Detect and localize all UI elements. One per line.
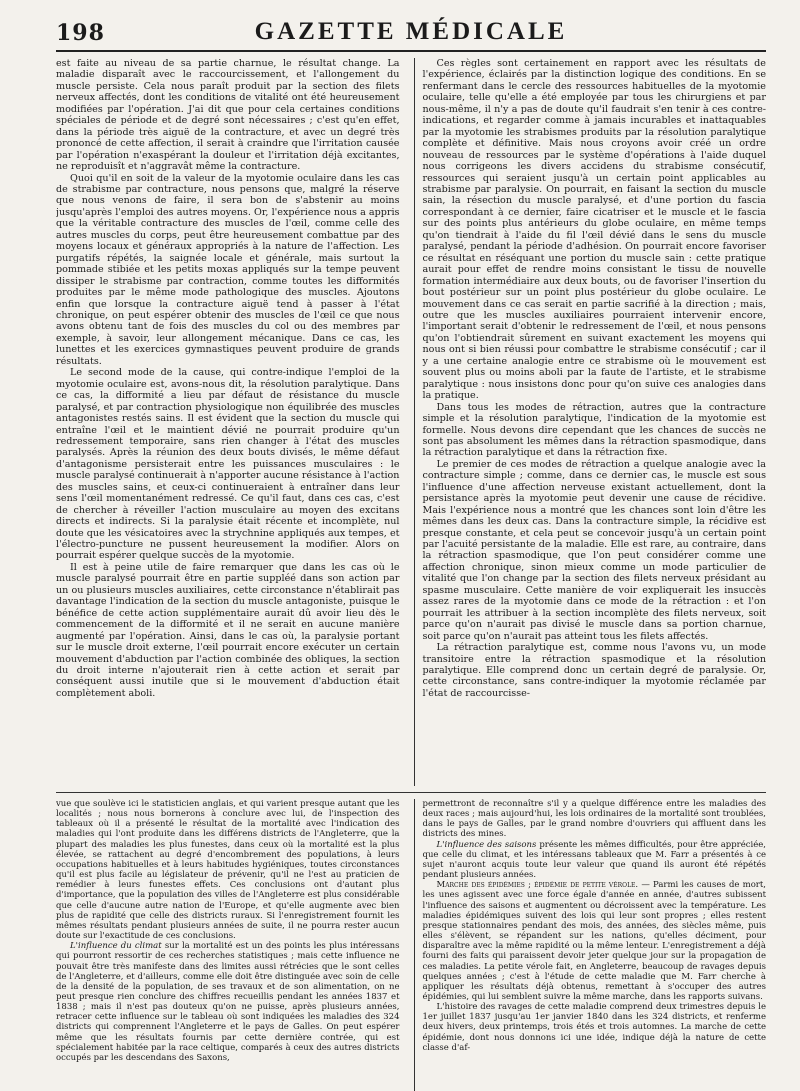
paragraph-text: sur la mortalité est un des points les plus intéressans qui pourront ressortir de ces recherches statistiques ; mais cette influence ne pouvait être très manifeste dans des limites aussi rétrécies que le sont celles de l'Angleterre, et d'ailleurs, comme elle doit être distinguée avec soin de celle de la densité de la population, de ses travaux et de son alimentation, on ne peut presque rien conclure des chiffres recueillis pendant les années 1837 et 1838 ; mais il n'est pas douteux qu'on ne puisse, après plusieurs années, retracer cette influence sur le tableau où sont indiquées les maladies des 324 districts qui comprennent l'Angleterre et le pays de Galles. On peut espérer même que les résultats fournis par cette dernière contrée, qui est spécialement habitée par la race celtique, comparés à ceux des autres districts occupés par les descendans des Saxons, [56,941,400,1063]
paragraph [423,840,767,881]
paragraph: Le second mode de la cause, qui contre-indique l'emploi de la myotomie oculaire est, avons-nous dit, la résolution paralytique. Dans ce cas, la difformité a lieu par défaut de résistance du muscle paralysé, et par contraction physiologique non équilibrée des muscles antagonistes restés sains. Il est évident que la section du muscle qui entraîne l'œil et le maintient dévié ne pourrait produire qu'un redressement temporaire, sans rien changer à l'état des muscles paralysés. Après la réunion des deux bouts divisés, le même défaut d'antagonisme persisterait entre les puissances musculaires : le muscle paralysé continuerait à n'apporter aucune résistance à l'action des muscles sains, et ceux-ci continueraient à entraîner dans leur sens l'œil momentanément redressé. Ce qu'il faut, dans ces cas, c'est de chercher à réveiller l'action musculaire au moyen des excitans directs et indirects. Si la paralysie était récente et incomplète, nul doute que les vésicatoires avec la strychnine appliqués aux tempes, et l'électro-puncture ne pussent heureusement la modifier. Alors on pourrait espérer quelque succès de la myotomie. [56,367,400,562]
paragraph: est faite au niveau de sa partie charnue, le résultat change. La maladie disparaît avec le raccourcissement, et l'allongement du muscle persiste. Cela nous paraît produit par la section des filets nerveux affectés, dont les conditions de vitalité ont été heureusement modifiées par l'opération. J'ai dit que pour cela certaines conditions spéciales de période et de degré sont nécessaires ; c'est qu'en effet, dans la période très aiguë de la contracture, et avec un degré très prononcé de cette affection, il serait à craindre que l'irritation causée par l'opération n'exaspérant la douleur et l'irritation déjà excitantes, ne reproduisît et n'aggravât même la contracture. [56,58,400,173]
page-header [56,14,766,52]
paragraph: La rétraction paralytique est, comme nous l'avons vu, un mode transitoire entre la rétraction spasmodique et la résolution paralytique. Elle comprend donc un certain degré de paralysie. Or, cette circonstance, sans contre-indiquer la myotomie réclamée par l'état de raccourcisse- [422,642,766,699]
feuilleton-section [56,792,766,1091]
page-number: 198 [56,20,105,46]
paragraph-text: présente les mêmes difficultés, pour être appréciée, que celle du climat, et les intéressans tableaux que M. Farr a présentés à ce sujet n'auront acquis toute leur valeur que quand ils auront été répétés pendant plusieurs années. [422,839,766,881]
feuilleton-right-column [414,799,767,1091]
paragraph: Dans tous les modes de rétraction, autres que la contracture simple et la résolution paralytique, l'indication de la myotomie est formelle. Nous devons dire cependant que les chances de succès ne sont pas absolument les mêmes dans la rétraction spasmodique, dans la rétraction paralytique et dans la rétraction fixe. [422,401,766,459]
paragraph: Ces règles sont certainement en rapport avec les résultats de l'expérience, éclairés par la distinction logique des conditions. En se renfermant dans le cercle des ressources habituelles de la myotomie oculaire, telle qu'elle a été employée par tous les chirurgiens et par nous-même, il n'y a pas de doute qu'il faudrait s'en tenir à ces contre-indications, et regarder comme à jamais incurables et inattaquables par la myotomie les strabismes produits par la résolution paralytique complète et définitive. Mais nous croyons avoir créé un ordre nouveau de ressources par le système d'opérations à l'aide duquel nous corrigeons les divers accidens du strabisme consécutif, ressources qui seraient jusqu'à un certain point applicables au strabisme par paralysie. On pourrait, en faisant la section du muscle sain, la résection du muscle paralysé, et d'une portion du fascia correspondant à ce dernier, faire cicatriser et le muscle et le fascia sur des points plus antérieurs du globe oculaire, en même temps qu'on tiendrait à l'aide du fil l'œil dévié dans le sens du muscle paralysé, pendant la période d'adhésion. On pourrait encore favoriser ce résultat en réséquant une portion du muscle sain : cette pratique aurait pour effet de rendre moins consistant le tissu de nouvelle formation intermédiaire aux deux bouts, ou de favoriser l'insertion du bout postérieur sur un point plus postérieur du globe oculaire. Le mouvement dans ce cas serait en partie sacrifié à la direction ; mais, outre que les muscles auxiliaires pourraient intervenir encore, l'important serait d'obtenir le redressement de l'œil, et nous pensons qu'on l'obtiendrait sûrement en suivant exactement les moyens qui nous ont si bien réussi pour combattre le strabisme consécutif ; car il y a une certaine analogie entre ce strabisme où le mouvement est souvent plus ou moins aboli par la faute de l'artiste, et le strabisme paralytique : nous insistons donc pour qu'on suive ces analogies dans la pratique. [422,58,766,402]
runin-heading: L'influence du climat [70,941,162,952]
paragraph [56,941,400,1063]
paragraph: vue que soulève ici le statisticien anglais, et qui varient presque autant que les localités ; nous nous bornerons à conclure avec lui, de l'inspection des tableaux où il a présenté le résultat de la mortalité avec l'indication des maladies qui l'ont produite dans les différens districts de l'Angleterre, que la plupart des maladies les plus funestes, dans ceux où la mortalité est la plus élevée, se rattachent au degré d'encombrement des populations, à leurs occupations habituelles et à leurs habitudes hygiéniques, toutes circonstances qu'il est plus facile au législateur de prévenir, qu'il ne l'est au praticien de remédier à leurs funestes effets. Ces conclusions ont d'autant plus d'importance, que la population des villes de l'Angleterre est plus considérable que celle d'aucune autre nation de l'Europe, et qu'elle augmente avec bien plus de rapidité que celle des districts ruraux. Si l'enregistrement fournit les mêmes résultats pendant plusieurs années de suite, il ne pourra rester aucun doute sur l'exactitude de ces conclusions. [56,799,400,942]
main-article [56,58,766,786]
paragraph: Le premier de ces modes de rétraction a quelque analogie avec la contracture simple ; comme, dans ce dernier cas, le muscle est sous l'influence d'une affection nerveuse existant actuellement, dont la persistance après la myotomie peut devenir une cause de récidive. Mais l'expérience nous a montré que les chances sont loin d'être les mêmes dans les deux cas. Dans la contracture simple, la récidive est presque constante, et cela peut se concevoir jusqu'à un certain point par l'acuité persistante de la maladie. Elle est rare, au contraire, dans la rétraction spasmodique, que l'on peut considérer comme une affection chronique, sinon mieux comme un mode particulier de vitalité que l'on change par la section des filets nerveux présidant au spasme musculaire. Cette manière de voir expliquerait les insuccès assez rares de la myotomie dans ce mode de la rétraction : et l'on pourrait les attribuer à la section incomplète des filets nerveux, soit parce qu'on n'aurait pas divisé le muscle dans sa portion charnue, soit parce qu'on n'aurait pas atteint tous les filets affectés. [422,458,766,642]
paragraph: L'histoire des ravages de cette maladie comprend deux trimestres depuis le 1er juillet 1837 jusqu'au 1er janvier 1840 dans les 324 districts, et renferme deux hivers, deux printemps, trois étés et trois automnes. La marche de cette épidémie, dont nous donnons ici une idée, indique déjà la nature de cette classe d'af- [422,1002,766,1053]
journal-title: GAZETTE MÉDICALE [254,18,568,45]
feuilleton-left-column [56,799,400,1091]
paragraph [423,880,767,1002]
main-article-right-column [414,58,767,786]
paragraph: Il est à peine utile de faire remarquer que dans les cas où le muscle paralysé pourrait être en partie suppléé dans son action par un ou plusieurs muscles auxiliaires, cette circonstance n'établirait pas davantage l'indication de la section du muscle antagoniste, puisque le bénéfice de cette action supplémentaire aurait dû avoir lieu dès le commencement de la difformité et il ne serait en aucune manière augmenté par l'opération. Ainsi, dans le cas où, la paralysie portant sur le muscle droit externe, l'œil pourrait encore exécuter un certain mouvement d'abduction par l'action combinée des obliques, la section du droit interne n'ajouterait rien à cette action et serait par conséquent aussi inutile que si le mouvement d'abduction était complètement aboli. [56,561,400,699]
paragraph-text: — Parmi les causes de mort, les unes agissent avec une force égale d'année en année, d'autres subissent l'influence des saisons et augmentent ou décroissent avec la température. Les maladies épidémiques suivent des lois qui leur sont propres ; elles restent presque stationnaires pendant des mois, des années, des siècles même, puis elles s'élèvent, se répandent sur les nations, qu'elles déciment, pour disparaître avec la même rapidité ou la même lenteur. L'enregistrement a déjà fourni des faits qui paraissent devoir jeter quelque jour sur la propagation de ces maladies. La petite vérole fait, en Angleterre, beaucoup de ravages depuis quelques années ; c'est à l'étude de cette maladie que M. Farr cherche à appliquer les résultats déjà obtenus, remettant à s'occuper des autres épidémies, qui lui semblent suivre la même marche, dans les rapports suivans. [422,880,766,1002]
section-heading: Marche des épidémies ; épidémie de petite vérole. [436,880,639,891]
paragraph: Quoi qu'il en soit de la valeur de la myotomie oculaire dans les cas de strabisme par contracture, nous pensons que, malgré la réserve que nous venons de faire, il sera bon de s'abstenir au moins jusqu'après l'emploi des autres moyens. Or, l'expérience nous a appris que la véritable contracture des muscles de l'œil, comme celle des autres muscles du corps, peut être heureusement combattue par des moyens locaux et généraux appropriés à la nature de l'affection. Les purgatifs répétés, la saignée locale et générale, mais surtout la pommade stibiée et les petits moxas appliqués sur la tempe peuvent dissiper le strabisme par contraction, comme toutes les difformités produites par le même mode pathologique des muscles. Ajoutons enfin que lorsque la contracture aiguë tend à passer à l'état chronique, on peut espérer obtenir des muscles de l'œil ce que nous avons obtenu tant de fois des muscles du col ou des membres par exemple, à savoir, leur allongement mécanique. Dans ce cas, les lunettes et les exercices gymnastiques peuvent produire de grands résultats. [56,172,400,367]
runin-heading: L'influence des saisons [436,839,537,850]
main-article-left-column [56,58,400,786]
paragraph: permettront de reconnaître s'il y a quelque différence entre les maladies des deux races ; mais aujourd'hui, les lois ordinaires de la mortalité sont troublées, dans le pays de Galles, par le grand nombre d'ouvriers qui affluent dans les districts des mines. [422,799,766,840]
